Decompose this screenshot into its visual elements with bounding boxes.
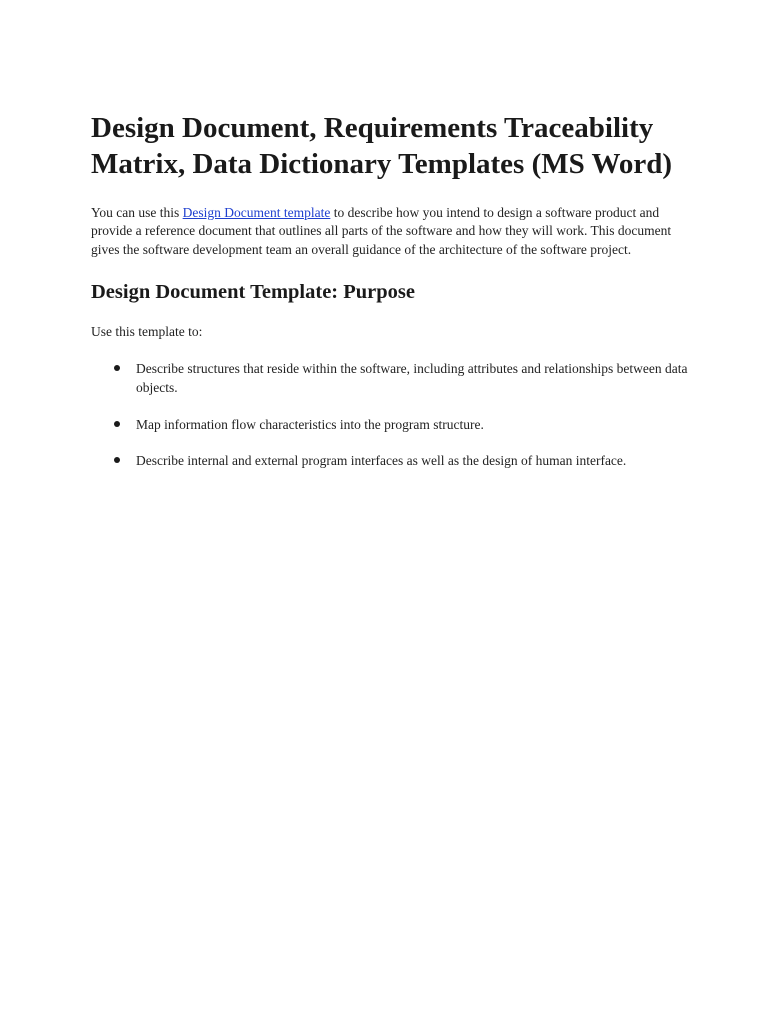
- list-item: [91, 451, 691, 471]
- document-title: Design Document, Requirements Traceability Matrix, Data Dictionary Templates (MS Word): [91, 112, 673, 180]
- list-item-text: Map information flow characteristics into the program structure.: [136, 416, 484, 432]
- bullet-icon: [114, 365, 120, 371]
- list-item-text: Describe internal and external program interfaces as well as the design of human interface.: [136, 453, 627, 469]
- document-page: [91, 110, 691, 488]
- section-heading: Design Document Template: Purpose: [91, 280, 416, 303]
- list-item: [91, 415, 691, 435]
- intro-text-after-link: to describe how you intend to design a software product and provide a reference document that outlines all parts of the software and how they will work. This document gives the software development team an overall guidance of the architecture of the software project.: [91, 205, 672, 257]
- intro-text-before-link: You can use this: [91, 205, 183, 220]
- list-item: [91, 359, 691, 398]
- purpose-list: [91, 359, 691, 471]
- bullet-icon: [114, 421, 120, 427]
- design-document-template-link[interactable]: Design Document template: [182, 205, 331, 220]
- lead-text: Use this template to:: [91, 323, 203, 339]
- intro-paragraph: [91, 204, 691, 259]
- bullet-icon: [114, 457, 120, 463]
- list-item-text: Describe structures that reside within the software, including attributes and relationships between data objects.: [136, 360, 688, 396]
